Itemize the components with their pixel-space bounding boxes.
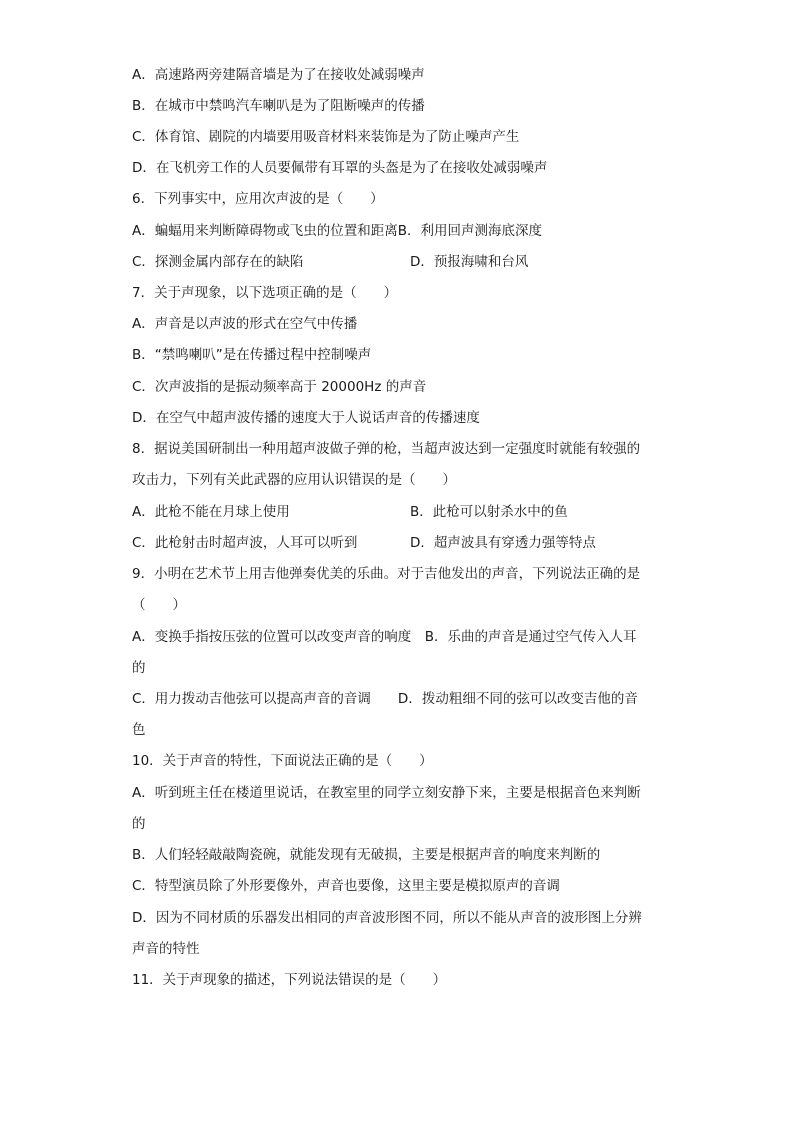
q5-option-c: C．体育馆、剧院的内墙要用吸音材料来装饰是为了防止噪声产生 <box>132 129 520 145</box>
q5-option-d: D．在飞机旁工作的人员要佩带有耳罩的头盔是为了在接收处减弱噪声 <box>132 160 548 176</box>
q8-option-d: D．超声波具有穿透力强等特点 <box>410 535 596 551</box>
q9-options-ab-line-1: A．变换手指按压弦的位置可以改变声音的响度 B．乐曲的声音是通过空气传入人耳 <box>132 629 637 645</box>
q8-stem-line-1: 8．据说美国研制出一种用超声波做子弹的枪，当超声波达到一定强度时就能有较强的 <box>132 441 641 457</box>
q10-stem: 10．关于声音的特性，下面说法正确的是（ ） <box>132 753 433 769</box>
q10-option-b: B．人们轻轻敲敲陶瓷碗，就能发现有无破损，主要是根据声音的响度来判断的 <box>132 847 601 863</box>
q11-stem: 11．关于声现象的描述，下列说法错误的是（ ） <box>132 972 447 988</box>
q7-option-a: A．声音是以声波的形式在空气中传播 <box>132 316 358 332</box>
q8-options-cd <box>132 533 672 553</box>
q7-option-b: B．“禁鸣喇叭”是在传播过程中控制噪声 <box>132 347 372 363</box>
q8-options-ab <box>132 502 672 522</box>
q7-option-c: C．次声波指的是振动频率高于 20000Hz 的声音 <box>132 379 427 395</box>
q6-options-cd <box>132 252 672 272</box>
q5-option-b: B．在城市中禁鸣汽车喇叭是为了阻断噪声的传播 <box>132 98 425 114</box>
q9-stem-line-2: （ ） <box>132 597 186 613</box>
q10-option-a-line-1: A．听到班主任在楼道里说话，在教室里的同学立刻安静下来，主要是根据音色来判断 <box>132 785 641 801</box>
q6-stem: 6．下列事实中，应用次声波的是（ ） <box>132 191 384 207</box>
q5-option-a: A．高速路两旁建隔音墙是为了在接收处减弱噪声 <box>132 67 425 83</box>
q8-stem-line-2: 攻击力，下列有关此武器的应用认识错误的是（ ） <box>132 472 456 488</box>
q8-option-c: C．此枪射击时超声波，人耳可以听到 <box>132 535 358 551</box>
q6-options-ab: A．蝙蝠用来判断障碍物或飞虫的位置和距离B．利用回声测海底深度 <box>132 223 542 239</box>
q9-options-ab-line-2: 的 <box>132 660 146 676</box>
q6-option-c: C．探测金属内部存在的缺陷 <box>132 254 304 270</box>
q7-option-d: D．在空气中超声波传播的速度大于人说话声音的传播速度 <box>132 410 480 426</box>
q10-option-c: C．特型演员除了外形要像外，声音也要像，这里主要是模拟原声的音调 <box>132 878 560 894</box>
q8-option-a: A．此枪不能在月球上使用 <box>132 504 290 520</box>
q9-options-cd-line-1: C．用力拨动吉他弦可以提高声音的音调 D．拨动粗细不同的弦可以改变吉他的音 <box>132 691 638 707</box>
q9-options-cd-line-2: 色 <box>132 722 146 738</box>
q9-stem-line-1: 9．小明在艺术节上用吉他弹奏优美的乐曲。对于吉他发出的声音，下列说法正确的是 <box>132 566 641 582</box>
q6-option-d: D．预报海啸和台风 <box>410 254 529 270</box>
q7-stem: 7．关于声现象，以下选项正确的是（ ） <box>132 285 398 301</box>
q10-option-d-line-1: D．因为不同材质的乐器发出相同的声音波形图不同，所以不能从声音的波形图上分辨 <box>132 910 642 926</box>
q10-option-a-line-2: 的 <box>132 816 146 832</box>
q10-option-d-line-2: 声音的特性 <box>132 941 200 957</box>
q8-option-b: B．此枪可以射杀水中的鱼 <box>410 504 568 520</box>
